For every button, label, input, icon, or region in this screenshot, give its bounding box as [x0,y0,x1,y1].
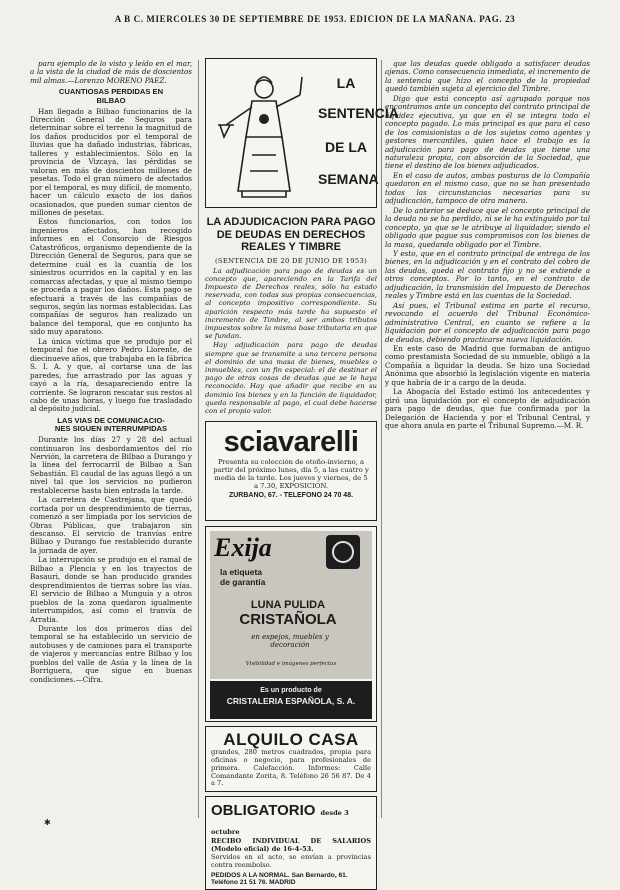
paragraph: Y esto, que en el contrato principal de entrega de los bienes, en la adjudicación y en el contrato del cobro de las deudas, queda el contrato fijo y no se extiende a otros conceptos. Por lo tanto, en el contrato de adjudicación, la transmisión del Impuesto de Derechos reales y Timbre está en las cuentas de la Sociedad. [385,248,590,301]
alquilo-casa-ad [205,726,377,792]
paragraph: Han llegado a Bilbao funcionarios de la Dirección General de Seguros para determinar sobre el terreno la magnitud de los daños producidos por el temporal de lluvias que ha dañado industrias, fábricas, talleres y establecimientos. Sólo en la provincia de Vizcaya, las pérdidas se valoran en más de doscientos millones de pesetas. Todo el gran número de afectados por el temporal, es muy difícil, de momento, hacer un cálculo exacto de los daños ocasionados, que pueden sumar cientos de millones de pesetas. [30,106,192,217]
middle-column [205,58,399,890]
justice-figure-icon [212,67,312,201]
left-column [30,60,192,820]
sentencia-box [205,58,399,208]
column-divider-right [381,60,382,818]
adjudicacion-title: LA ADJUDICACION PARA PAGO DE DEUDAS EN DERECHOS REALES Y TIMBRE [206,216,376,253]
paragraph: La Abogacía del Estado estimó los antecedentes y giró una liquidación por el concepto de adjudicación para pago de deudas, que fue confirmada por la Delegación de Hacienda y por el Tribunal Central, y que ahora anula en parte el Tribunal Supremo.—M. R. [385,387,590,431]
asterisk-mark: ✱ [44,818,51,827]
heading-bilbao: CUANTIOSAS PERDIDAS EN BILBAO [58,87,164,105]
intro-paragraph: para ejemplo de lo visto y leído en el mar, a la vista de la ciudad de más de doscientos mil almas.—Lorenzo MORENO PAEZ. [30,60,192,85]
obligatorio-pedidos: PEDIDOS A LA NORMAL. San Bernardo, 61. Teléfono 21 51 76. MADRID [211,872,348,887]
adjudicacion-body [205,267,377,416]
sentencia-word: DE LA [325,139,367,155]
paragraph: Hay adjudicación para pago de deudas siempre que se transmite a una tercera persona el dominio de una masa de bienes, muebles o inmuebles, con un fin especial: el de destinar el pago de otras cosas de deudas que se le haya reconocido. Hay que añadir que recibe en su dominio los bienes y en la función de liquidador, queda responsable al pago, el cual debe hacerse con el propio valor. [205,341,377,415]
paragraph: La única víctima que se produjo por el temporal fue el obrero Pedro Llorente, de diecinueve años, que trabajaba en la fábrica S. I. A. y que, al cortarse una de las paredes, fue arrastrado por las aguas y cayó a la ría, desapareciendo entre la corriente. Se lograron rescatar sus restos al cabo de unas horas, y luego fue trasladado al depósito judicial. [30,336,192,414]
visibilidad-text: Visibilidad e imágenes perfectas [245,661,337,668]
adjudicacion-date: (SENTENCIA DE 20 DE JUNIO DE 1953) [214,256,368,265]
obligatorio-line: RECIBO INDIVIDUAL DE SALARIOS (Modelo oficial) de 16-4-53. [211,837,371,853]
alquilo-title: ALQUILO CASA [223,730,359,750]
cristaleria-bar: Es un producto de CRISTALERIA ESPAÑOLA, S. A. [210,681,372,719]
paragraph: Durante los dos primeros días del temporal se ha establecido un servicio de autobuses y de camiones para el transporte de viajeros y mercancías entre Bilbao y los pueblos del valle de Asúa y la línea de la Borriguera, que sigue en buenas condiciones.—Cifra. [30,624,192,684]
paragraph: La carretera de Castrejana, que quedó cortada por un desprendimiento de tierras, comenzó a ser limpiada por los servicios de Obras Públicas, que trabajaron sin descanso. El servicio de tranvías entre Bilbao y Durango fue restablecido durante la jornada de ayer. [30,495,192,555]
sciavarelli-brand: sciavarelli [223,426,359,459]
column-divider-left [198,60,199,818]
obligatorio-ad [205,796,377,890]
obligatorio-title: OBLIGATORIO [211,802,316,820]
heading-comunicaciones: LAS VIAS DE COMUNICACIO- NES SIGUEN INTERRUMPIDAS [54,415,168,434]
right-column [385,60,590,820]
sciavarelli-address: ZURBANO, 67. - TELEFONO 24 70 48. [228,492,354,500]
sentencia-word: LA [336,75,356,91]
obligatorio-date: desde 3 octubre [211,809,349,837]
paragraph: En este caso de Madrid que formaban de antiguo como prestamista Sociedad de su inmueble, obligó a la Compañía a liquidar la deuda. Se hizo una Sociedad Anónima que absorbió la legislación vigente en materia y que habría de ir a cargo de la deuda. [385,343,590,387]
paragraph: La adjudicación para pago de deudas es un concepto que, apareciendo en la Tarifa del Impuesto de Derechos reales, sólo ha estado reservada, con todas sus propias consecuencias, al concepto impositivo correspondiente. Su aparición respecto más tarde ha supuesto el incremento de Timbre, al ser ambos tributos impuestos sobre la misma base tributaria en que se fundan. [205,266,377,341]
sciavarelli-text: Presenta su colección de otoño-invierno, a partir del próximo lunes, día 5, a las cuatro y media de la tarde. Los jueves y viernes, de 5 a 7.30, EXPOSICION. [213,458,369,491]
page-header: A B C. MIERCOLES 30 DE SEPTIEMBRE DE 1953. EDICION DE LA MAÑANA. PAG. 23 [114,14,516,24]
luna-pulida-text: LUNA PULIDA CRISTAÑOLA [239,599,337,629]
paragraph: Así pues, el Tribunal estima en parte el recurso, revocando el acuerdo del Tribunal Económico-administrativo Central, en cuanto se refiere a la liquidación por el concepto de adjudicación para pago de deudas, debiendo practicarse nueva liquidación. [385,300,590,344]
alquilo-text: grandes, 280 metros cuadrados, propia para oficinas o negocio, para profesionales de primera. Calefacción. Informes: Calle Comandante Zorita, 8. Teléfono 26 56 87. De 4 a 7. [211,748,371,788]
paragraph: De lo anterior se deduce que el concepto principal de la deuda no se ha perdido, ni se le ha extinguido por tal concepto, ya que se le atribuye al liquidador, siendo el obligado que pague sus compromisos con los bienes de la masa, quedando obligado por el Timbre. [385,205,590,249]
guarantee-badge-icon [326,535,360,569]
obligatorio-text: Servidos en el acto, se envían a provincias contra reembolso. [211,852,371,869]
sciavarelli-ad [205,421,377,521]
etiqueta-text: la etiqueta de garantía [220,567,266,588]
paragraph: Durante los días 27 y 28 del actual continuaron los desbordamientos del río Nervión, la carretera de Bilbao a Durango y la línea del ferrocarril de Bilbao a San Sebastián. El caudal de las aguas llegó a un nivel tal que los servicios no pudieron restablecerse hasta bien entrada la tarde. [30,435,192,495]
sentencia-word: SENTENCIA [318,105,399,121]
exija-title: Exija [214,533,272,563]
paragraph: Digo que está concepto así agrupado porque nos encontramos ante un concepto del contrato principal de liquidez ejecutiva, ya que en él se integra todo el concepto pagado. Lo más principal es que para el caso de los comisionistas o de los sujetos como agentes y gestores mercantiles, quien hace el trabajo es la adjudicación para pago de deudas que tiene una naturaleza propia, con absorción de la Sociedad, que tiene el destino de los bienes adjudicados. [385,93,590,171]
cristaleria-ad [205,526,377,722]
paragraph: La interrupción se produjo en el ramal de Bilbao a Plencia y en los trayectos de Basauri, donde se han producido grandes desprendimientos de tierras sobre las vías. El servicio de Bilbao a Munguía y a otros pueblos de la zona quedaron igualmente interrumpidos, así como el tranvía de Arratia. [30,555,192,624]
sentencia-word: SEMANA [318,171,379,187]
espejos-text: en espejos, muebles y decoración [251,633,329,650]
paragraph: Estos funcionarios, con todos los ingenieros afectados, han recogido informes en el Consorcio de Riesgos Catastróficos, organismo dependiente de la Dirección General de Seguros, para que se determine cuál es la cuantía de los siniestros ocurridos en la capital y en las comarcas afectadas, y que al mismo tiempo se proceda a pagar los daños. Esta pago se efectuará a través de las compañías de seguros, según las normas establecidas. Las compañías de seguros han realizado un balance del temporal, que en conjunto ha sido muy aparatoso. [30,217,192,337]
paragraph: que las deudas quede obligado a satisfacer deudas ajenas. Como consecuencia inmediata, el incremento de la sentencia que hizo el concepto de la propiedad quedó también sujeta al ejercicio del Timbre. [385,60,590,94]
paragraph: En el caso de autos, ambas posturas de la Compañía quedaron en el mismo caso, que no se han presentado todas las circunstancias necesarias para su adjudicación, tampoco de otra manera. [385,170,590,206]
